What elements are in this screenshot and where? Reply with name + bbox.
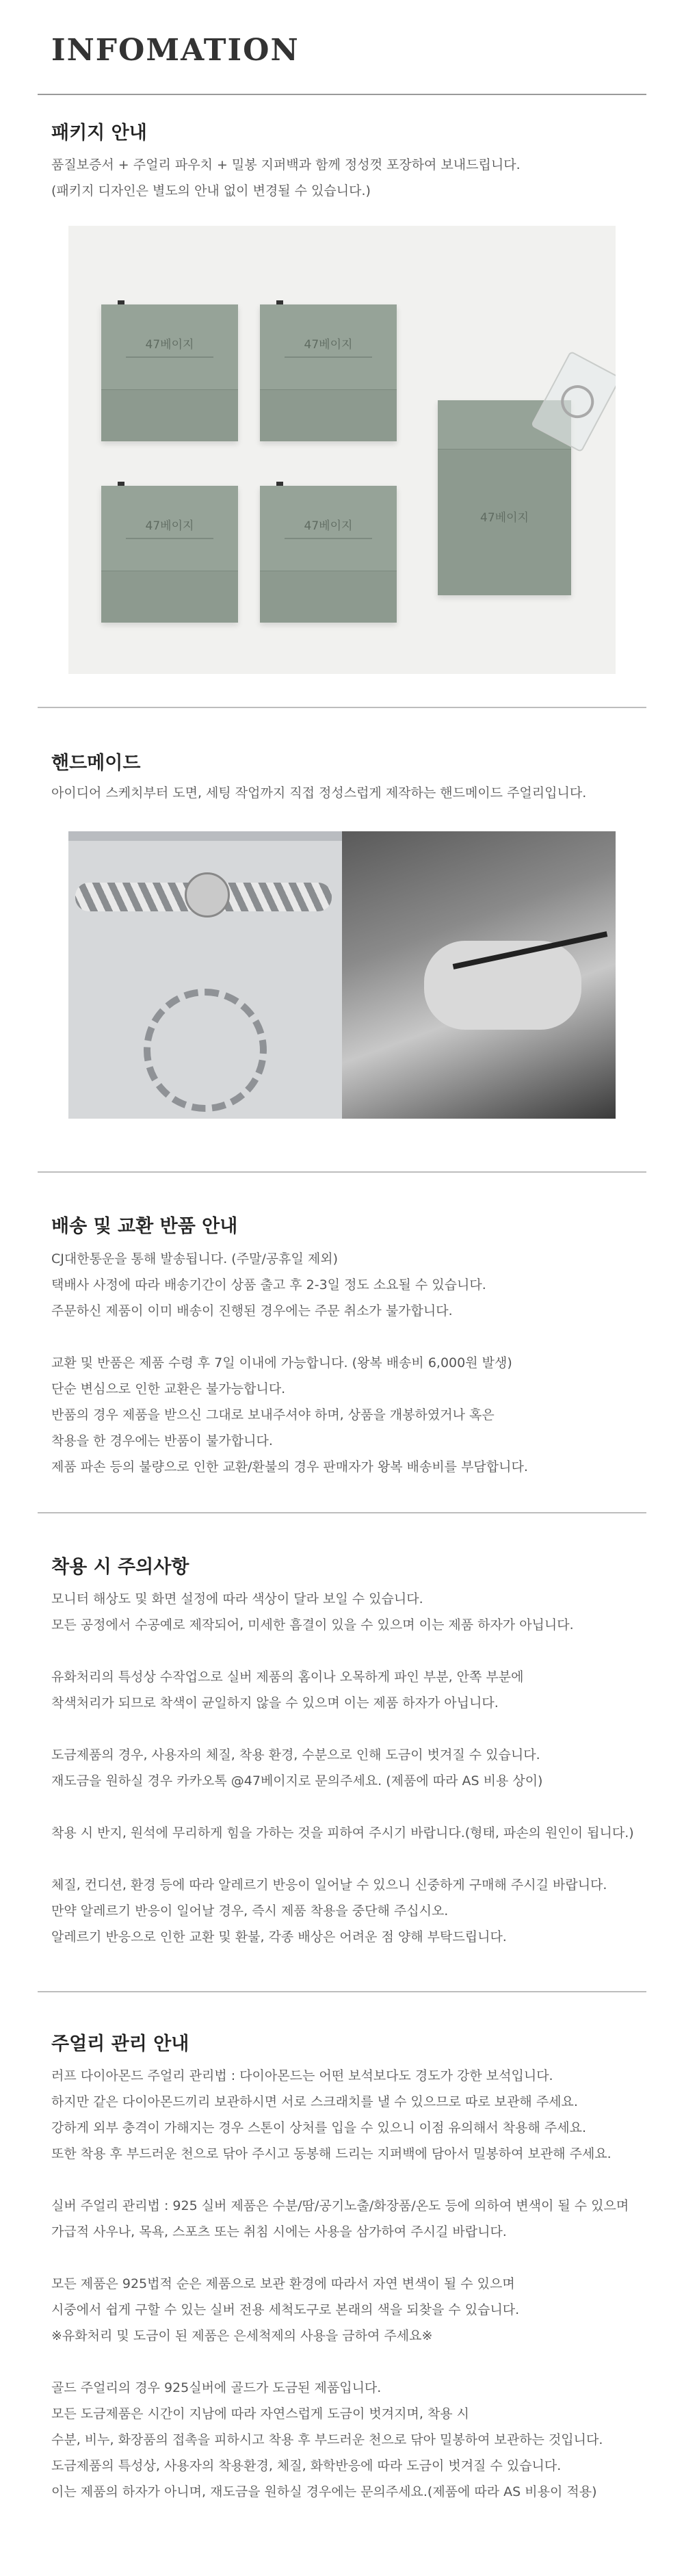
caution-line: 알레르기 반응으로 인한 교환 및 환불, 각종 배상은 어려운 점 양해 부탁드립니다. [51,1929,507,1944]
care-text [51,2063,640,2505]
care-line: 강하게 외부 충격이 가해지는 경우 스톤이 상처를 입을 수 있으니 이점 유의해서 착용해 주세요. [51,2120,587,2135]
caution-text [51,1586,640,1950]
section-divider [38,707,646,708]
cad-ring-circle [144,989,267,1112]
cad-toolbar [68,831,342,841]
handmade-line: 아이디어 스케치부터 도면, 세팅 작업까지 직접 정성스럽게 제작하는 핸드메이드 주얼리입니다. [51,785,587,801]
care-line: 골드 주얼리의 경우 925실버에 골드가 도금된 제품입니다. [51,2380,382,2395]
caution-line: 모든 공정에서 수공예로 제작되어, 미세한 흠결이 있을 수 있으며 이는 제품 하자가 아닙니다. [51,1617,574,1632]
cad-render [68,831,342,1119]
pouch-band [285,356,372,358]
caution-title: 착용 시 주의사항 [51,1557,189,1578]
pouch-band [126,538,213,539]
care-title: 주얼리 관리 안내 [51,2033,189,2055]
shipping-line: 교환 및 반품은 제품 수령 후 7일 이내에 가능합니다. (왕복 배송비 6,000원 발생) [51,1355,512,1370]
ring-icon [555,380,600,424]
page-title: INFOMATION [51,33,300,68]
care-line: 하지만 같은 다이아몬드끼리 보관하시면 서로 스크래치를 낼 수 있으므로 따로 보관해 주세요. [51,2094,578,2109]
shipping-line: 착용을 한 경우에는 반품이 불가합니다. [51,1433,273,1448]
pouch-logo: 47베이지 [480,510,529,525]
caution-line: 착용 시 반지, 원석에 무리하게 힘을 가하는 것을 피하여 주시기 바랍니다.(형태, 파손의 원인이 됩니다.) [51,1825,634,1840]
care-line: 시중에서 쉽게 구할 수 있는 실버 전용 세척도구로 본래의 색을 되찾을 수 있습니다. [51,2302,520,2317]
shipping-line: 단순 변심으로 인한 교환은 불가능합니다. [51,1381,286,1396]
package-line: 품질보증서 + 주얼리 파우치 + 밀봉 지퍼백과 함께 정성껏 포장하여 보내드립니다. [51,157,521,172]
pouch-logo: 47베이지 [145,338,194,352]
pouch-logo: 47베이지 [145,519,194,533]
cad-heart-setting [185,872,230,918]
caution-line: 유화처리의 특성상 수작업으로 실버 제품의 홈이나 오목하게 파인 부분, 안쪽 부분에 [51,1669,524,1684]
pouch-band [285,538,372,539]
blank-line [51,2167,640,2193]
care-line: 도금제품의 특성상, 사용자의 착용환경, 체질, 화학반응에 따라 도금이 벗겨질 수 있습니다. [51,2458,562,2473]
care-line: 실버 주얼리 관리법 : 925 실버 제품은 수분/땀/공기노출/화장품/온도 등에 의하여 변색이 될 수 있으며 [51,2198,629,2213]
page-header [0,0,684,96]
care-line: 러프 다이아몬드 주얼리 관리법 : 다이아몬드는 어떤 보석보다도 경도가 강한 보석입니다. [51,2068,553,2083]
package-line: (패키지 디자인은 별도의 안내 없이 변경될 수 있습니다.) [51,183,371,198]
care-line: 수분, 비누, 화장품의 접촉을 피하시고 착용 후 부드러운 천으로 닦아 밀봉하여 보관하는 것입니다. [51,2432,603,2447]
package-text [51,152,640,204]
care-line: 이는 제품의 하자가 아니며, 재도금을 원하실 경우에는 문의주세요.(제품에 따라 AS 비용이 적용) [51,2484,597,2499]
blank-line [51,2349,640,2375]
section-divider [38,1171,646,1173]
package-title: 패키지 안내 [51,122,147,144]
caution-line: 체질, 컨디션, 환경 등에 따라 알레르기 반응이 일어날 수 있으니 신중하게 구매해 주시길 바랍니다. [51,1877,607,1892]
caution-line: 도금제품의 경우, 사용자의 체질, 착용 환경, 수분으로 인해 도금이 벗겨질 수 있습니다. [51,1747,540,1762]
pouch [260,486,397,623]
shipping-line: CJ대한통운을 통해 발송됩니다. (주말/공휴일 제외) [51,1251,339,1266]
caution-line: 착색처리가 되므로 착색이 균일하지 않을 수 있으며 이는 제품 하자가 아닙니다. [51,1695,499,1710]
pouch [101,304,238,441]
shipping-line: 택배사 사정에 따라 배송기간이 상품 출고 후 2-3일 정도 소요될 수 있습니다. [51,1277,486,1292]
handmade-photo [68,831,616,1119]
pouch-band [126,356,213,358]
care-line: 모든 도금제품은 시간이 지남에 따라 자연스럽게 도금이 벗겨지며, 착용 시 [51,2406,470,2421]
pouch-logo: 47베이지 [304,519,353,533]
blank-line [51,1324,640,1350]
caution-line: 재도금을 원하실 경우 카카오톡 @47베이지로 문의주세요. (제품에 따라 AS 비용 상이) [51,1773,543,1788]
caution-line: 모니터 해상도 및 화면 설정에 따라 색상이 달라 보일 수 있습니다. [51,1591,423,1606]
shipping-text [51,1246,640,1480]
blank-line [51,2245,640,2271]
shipping-title: 배송 및 교환 반품 안내 [51,1216,238,1237]
pouch-logo: 47베이지 [304,338,353,352]
care-line: 가급적 사우나, 목욕, 스포츠 또는 취침 시에는 사용을 삼가하여 주시길 바랍니다. [51,2224,507,2239]
shipping-line: 주문하신 제품이 이미 배송이 진행된 경우에는 주문 취소가 불가합니다. [51,1303,453,1318]
care-line: ※유화처리 및 도금이 된 제품은 은세척제의 사용을 금하여 주세요※ [51,2328,433,2343]
caution-line: 만약 알레르기 반응이 일어날 경우, 즉시 제품 착용을 중단해 주십시오. [51,1903,449,1918]
package-photo [68,226,616,674]
blank-line [51,1638,640,1664]
pouch [101,486,238,623]
handmade-title: 핸드메이드 [51,753,141,774]
care-line: 또한 착용 후 부드러운 천으로 닦아 주시고 동봉해 드리는 지퍼백에 담아서 밀봉하여 보관해 주세요. [51,2146,611,2161]
section-divider [38,1991,646,1992]
blank-line [51,1794,640,1820]
blank-line [51,1846,640,1872]
shipping-line: 제품 파손 등의 불량으로 인한 교환/환불의 경우 판매자가 왕복 배송비를 부담합니다. [51,1459,528,1474]
care-line: 모든 제품은 925법적 순은 제품으로 보관 환경에 따라서 자연 변색이 될 수 있으며 [51,2276,515,2291]
shipping-line: 반품의 경우 제품을 받으신 그대로 보내주셔야 하며, 상품을 개봉하였거나 혹은 [51,1407,495,1422]
section-divider [38,1512,646,1513]
blank-line [51,1716,640,1742]
handmade-text [51,780,640,806]
pouch [260,304,397,441]
header-divider [38,94,646,95]
